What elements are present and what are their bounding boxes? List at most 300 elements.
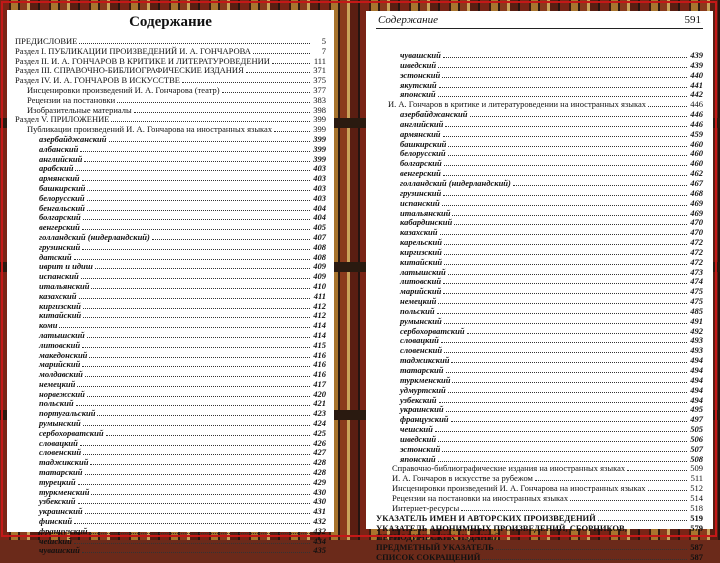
toc-entry-label: узбекский xyxy=(400,394,437,405)
toc-entry-label: чувашский xyxy=(400,50,441,60)
dot-leader xyxy=(91,488,310,495)
toc-entry-page: 474 xyxy=(690,276,703,287)
toc-entry-page: 475 xyxy=(690,286,703,297)
dot-leader xyxy=(78,497,310,504)
toc-entry-page: 473 xyxy=(690,266,703,277)
toc-entry-page: 410 xyxy=(313,280,326,291)
dot-leader xyxy=(437,307,687,314)
toc-entry-page: 409 xyxy=(313,261,326,272)
toc-entry-label: чешский xyxy=(400,424,433,435)
toc-entry-page: 399 xyxy=(313,133,326,144)
toc-entry-page: 5 xyxy=(321,36,326,46)
dot-leader xyxy=(85,507,310,514)
dot-leader xyxy=(446,366,687,373)
toc-entry-page: 414 xyxy=(313,329,326,340)
dot-leader xyxy=(444,317,687,324)
toc-entry-label: СПИСОК СОКРАЩЕНИЙ xyxy=(376,552,481,563)
toc-entry-page: 111 xyxy=(313,55,326,66)
toc-entry-label: английский xyxy=(39,153,83,164)
toc-entry-label: И. А. Гончаров в искусстве за рубежом xyxy=(392,473,533,484)
dot-leader xyxy=(535,474,687,481)
toc-entry-page: 494 xyxy=(690,355,703,366)
dot-leader xyxy=(83,213,310,220)
dot-leader xyxy=(467,327,687,334)
toc-entry-page: 435 xyxy=(313,545,326,556)
dot-leader xyxy=(106,429,310,436)
toc-entry-label: туркменский xyxy=(39,486,90,497)
dot-leader xyxy=(83,419,310,426)
toc-entry-page: 416 xyxy=(313,359,326,370)
toc-entry-label: французский xyxy=(400,414,449,425)
toc-entry-page: 399 xyxy=(313,114,326,125)
toc-entry-label: словацкий xyxy=(400,335,439,346)
toc-entry-label: Раздел II. И. А. ГОНЧАРОВ В КРИТИКЕ И ЛИТЕРАТУРОВЕДЕНИИ xyxy=(15,55,270,66)
dot-leader xyxy=(438,435,687,442)
toc-entry-page: 430 xyxy=(313,486,326,497)
toc-entry-label: азербайджанский xyxy=(39,133,107,144)
toc-entry-label: немецкий xyxy=(400,296,437,307)
toc-entry-label: болгарский xyxy=(400,158,442,169)
dot-leader xyxy=(648,484,687,491)
toc-entry-label: туркменский xyxy=(400,374,451,385)
toc-entry-label: киргизский xyxy=(400,246,442,257)
toc-entry-page: 439 xyxy=(690,50,703,60)
dot-leader xyxy=(513,179,687,186)
toc-entry-page: 412 xyxy=(313,300,326,311)
toc-entry-page: 497 xyxy=(690,414,703,425)
toc-entry-page: 7 xyxy=(321,45,326,56)
toc-entry xyxy=(376,553,703,563)
toc-entry-page: 420 xyxy=(313,388,326,399)
toc-entry-page: 399 xyxy=(313,153,326,164)
dot-leader xyxy=(83,302,310,309)
toc-entry-page: 507 xyxy=(690,443,703,454)
toc-entry-label: киргизский xyxy=(39,300,81,311)
toc-entry-label: украинский xyxy=(39,506,83,517)
toc-entry-label: румынский xyxy=(400,315,442,326)
dot-leader xyxy=(87,204,310,211)
toc-entry-label: турецкий xyxy=(39,476,76,487)
toc-entry-label: УКАЗАТЕЛЬ АНОНИМНЫХ ПРОИЗВЕДЕНИЙ, СБОРНИКОВ, ПЕРИОДИЧЕСКИХ ИЗДАНИЙ xyxy=(376,522,627,543)
dot-leader xyxy=(438,297,687,304)
toc-entry-page: 424 xyxy=(313,418,326,429)
dot-leader xyxy=(445,120,687,127)
toc-entry-page: 425 xyxy=(313,427,326,438)
dot-leader xyxy=(74,517,310,524)
toc-entry-label: эстонский xyxy=(400,69,441,80)
toc-entry-page: 398 xyxy=(313,104,326,115)
dot-leader xyxy=(441,336,687,343)
toc-entry-page: 505 xyxy=(690,424,703,435)
toc-entry-label: финский xyxy=(39,516,73,527)
toc-entry-page: 405 xyxy=(313,222,326,233)
dot-leader xyxy=(78,478,310,485)
dot-leader xyxy=(182,76,310,83)
toc-entry-label: арабский xyxy=(39,163,74,174)
toc-entry-label: Раздел V. ПРИЛОЖЕНИЕ xyxy=(15,114,110,125)
toc-entry-label: Раздел III. СПРАВОЧНО-БИБЛИОГРАФИЧЕСКИЕ ИЗДАНИЯ xyxy=(15,65,244,76)
toc-entry-page: 428 xyxy=(313,467,326,478)
dot-leader xyxy=(444,238,687,245)
toc-entry-page: 446 xyxy=(690,109,703,120)
dot-leader xyxy=(95,262,310,269)
toc-entry-label: иврит и идиш xyxy=(39,261,93,272)
toc-entry-page: 399 xyxy=(313,143,326,154)
toc-entry-label: латышский xyxy=(400,266,446,277)
dot-leader xyxy=(448,140,687,147)
toc-entry-page: 460 xyxy=(690,138,703,149)
dot-leader xyxy=(451,356,687,363)
toc-entry-label: литовский xyxy=(39,339,81,350)
dot-leader xyxy=(246,66,310,73)
dot-leader xyxy=(452,376,687,383)
page-number: 591 xyxy=(684,14,701,26)
toc-entry-page: 430 xyxy=(313,496,326,507)
toc-entry-label: венгерский xyxy=(39,222,80,233)
toc-entry-page: 472 xyxy=(690,237,703,248)
toc-entry-page: 475 xyxy=(690,296,703,307)
toc-entry-label: словенский xyxy=(400,345,443,356)
toc-entry-label: Справочно-библиографические издания на иностранных языках xyxy=(392,463,626,474)
dot-leader xyxy=(442,199,687,206)
toc-entry-page: 416 xyxy=(313,349,326,360)
toc-entry-page: 423 xyxy=(313,408,326,419)
toc-entry-label: эстонский xyxy=(400,443,441,454)
toc-entry-page: 491 xyxy=(690,315,703,326)
toc-entry-page: 493 xyxy=(690,345,703,356)
toc-entry-page: 407 xyxy=(313,231,326,242)
toc-entry-label: датский xyxy=(39,251,72,262)
dot-leader xyxy=(85,370,310,377)
running-header xyxy=(376,14,703,29)
right-page xyxy=(366,11,713,563)
toc-entry-page: 441 xyxy=(690,79,703,90)
toc-entry-page: 399 xyxy=(313,124,326,135)
dot-leader xyxy=(440,228,688,235)
toc-entry-page: 431 xyxy=(313,506,326,517)
toc-entry-label: польский xyxy=(39,398,74,409)
toc-entry-page: 459 xyxy=(690,128,703,139)
toc-entry-page: 495 xyxy=(690,404,703,415)
dot-leader xyxy=(496,543,687,550)
dot-leader xyxy=(444,159,687,166)
dot-leader xyxy=(85,468,310,475)
toc-entry-label: японский xyxy=(400,89,436,100)
dot-leader xyxy=(444,248,687,255)
toc-entry-label: итальянский xyxy=(400,207,451,218)
left-page xyxy=(7,10,334,556)
toc-entry-label: армянский xyxy=(39,173,80,184)
toc-entry-label: шведский xyxy=(400,433,437,444)
dot-leader xyxy=(76,399,310,406)
toc-entry-page: 412 xyxy=(313,310,326,321)
dot-leader xyxy=(59,321,310,328)
toc-entry-page: 519 xyxy=(690,512,703,523)
toc-entry-page: 446 xyxy=(690,118,703,129)
dot-leader xyxy=(446,405,687,412)
dot-leader xyxy=(470,110,687,117)
toc-entry-label: УКАЗАТЕЛЬ ИМЕН И АВТОРСКИХ ПРОИЗВЕДЕНИЙ xyxy=(376,512,596,523)
toc-entry-label: узбекский xyxy=(39,496,76,507)
dot-leader xyxy=(81,272,310,279)
dot-leader xyxy=(438,90,687,97)
toc-list xyxy=(376,51,703,563)
dot-leader xyxy=(451,415,687,422)
dot-leader xyxy=(83,448,310,455)
toc-entry xyxy=(15,546,326,556)
toc-entry-page: 434 xyxy=(313,535,326,546)
toc-entry-page: 403 xyxy=(313,192,326,203)
toc-entry-page: 467 xyxy=(690,177,703,188)
toc-entry-page: 492 xyxy=(690,325,703,336)
dot-leader xyxy=(438,455,687,462)
toc-entry-page: 427 xyxy=(313,447,326,458)
toc-entry-label: марийский xyxy=(400,286,442,297)
toc-entry-page: 472 xyxy=(690,256,703,267)
dot-leader xyxy=(443,51,687,58)
dot-leader xyxy=(274,125,310,132)
toc-entry-label: таджикский xyxy=(400,355,450,366)
toc-entry-label: итальянский xyxy=(39,280,90,291)
dot-leader xyxy=(77,380,310,387)
toc-entry-label: Инсценировки произведений И. А. Гончарова (театр) xyxy=(27,84,220,95)
dot-leader xyxy=(439,81,687,88)
toc-entry-page: 472 xyxy=(690,246,703,257)
toc-entry-label: карельский xyxy=(400,237,442,248)
toc-entry-page: 494 xyxy=(690,374,703,385)
toc-entry-label: Раздел IV. И. А. ГОНЧАРОВ В ИСКУССТВЕ xyxy=(15,75,180,86)
toc-entry-page: 579 xyxy=(690,522,703,533)
toc-entry-label: сербохорватский xyxy=(400,325,465,336)
dot-leader xyxy=(482,553,687,560)
dot-leader xyxy=(87,390,310,397)
toc-entry-page: 432 xyxy=(313,516,326,527)
dot-leader xyxy=(443,130,687,137)
toc-entry-label: татарский xyxy=(39,467,83,478)
toc-entry-label: португальский xyxy=(39,408,96,419)
toc-entry-page: 468 xyxy=(690,187,703,198)
dot-leader xyxy=(80,145,310,152)
dot-leader xyxy=(443,189,687,196)
dot-leader xyxy=(83,311,310,318)
toc-entry-page: 421 xyxy=(313,398,326,409)
toc-entry-label: испанский xyxy=(39,271,79,282)
dot-leader xyxy=(90,458,310,465)
dot-leader xyxy=(253,47,310,54)
toc-entry-label: французский xyxy=(39,525,88,536)
dot-leader xyxy=(448,386,687,393)
dot-leader xyxy=(439,396,687,403)
toc-entry-page: 469 xyxy=(690,197,703,208)
dot-leader xyxy=(87,331,310,338)
dot-leader xyxy=(87,194,310,201)
dot-leader xyxy=(443,277,687,284)
toc-entry-page: 470 xyxy=(690,217,703,228)
dot-leader xyxy=(74,537,310,544)
toc-entry-label: словацкий xyxy=(39,437,78,448)
toc-entry-label: белорусский xyxy=(39,192,85,203)
dot-leader xyxy=(117,96,310,103)
toc-entry-page: 411 xyxy=(313,290,326,301)
dot-leader xyxy=(452,209,687,216)
toc-entry-label: испанский xyxy=(400,197,440,208)
dot-leader xyxy=(82,360,310,367)
toc-entry-page: 470 xyxy=(690,227,703,238)
toc-entry-page: 403 xyxy=(313,173,326,184)
dot-leader xyxy=(272,57,310,64)
toc-entry-label: грузинский xyxy=(39,241,81,252)
toc-entry-label: Публикации произведений И. А. Гончарова на иностранных языках xyxy=(27,124,273,135)
dot-leader xyxy=(152,233,310,240)
toc-entry-page: 403 xyxy=(313,182,326,193)
toc-entry-page: 512 xyxy=(690,483,703,494)
toc-entry-label: японский xyxy=(400,453,436,464)
dot-leader xyxy=(448,149,687,156)
toc-entry-label: ПРЕДИСЛОВИЕ xyxy=(15,36,78,46)
dot-leader xyxy=(75,164,310,171)
toc-entry-page: 403 xyxy=(313,163,326,174)
toc-entry-label: албанский xyxy=(39,143,79,154)
toc-entry-label: азербайджанский xyxy=(400,109,468,120)
toc-entry-page: 469 xyxy=(690,207,703,218)
toc-entry-page: 485 xyxy=(690,305,703,316)
toc-entry-page: 494 xyxy=(690,394,703,405)
running-header-title: Содержание xyxy=(378,14,439,26)
toc-entry-label: бенгальский xyxy=(39,202,85,213)
toc-entry-label: татарский xyxy=(400,365,444,375)
toc-entry-label: латышский xyxy=(39,329,85,340)
toc-entry-label: башкирский xyxy=(39,182,86,193)
toc-entry-page: 460 xyxy=(690,148,703,159)
toc-entry-page: 414 xyxy=(313,320,326,331)
toc-entry-label: немецкий xyxy=(39,378,76,389)
toc-entry-page: 432 xyxy=(313,525,326,536)
toc-entry-label: македонский xyxy=(39,349,88,360)
dot-leader xyxy=(648,100,687,107)
toc-entry-label: румынский xyxy=(39,418,81,429)
toc-entry-page: 428 xyxy=(313,457,326,468)
dot-leader xyxy=(82,341,310,348)
dot-leader xyxy=(444,346,687,353)
toc-entry-label: Рецензии на постановки xyxy=(27,94,116,105)
toc-entry-page: 409 xyxy=(313,271,326,282)
toc-entry-label: норвежский xyxy=(39,388,85,399)
toc-entry-page: 518 xyxy=(690,502,703,513)
dot-leader xyxy=(442,445,687,452)
toc-entry-page: 429 xyxy=(313,476,326,487)
dot-leader xyxy=(442,71,687,78)
toc-entry-label: Рецензии на постановки на иностранных языках xyxy=(392,492,569,503)
toc-entry-page: 416 xyxy=(313,369,326,380)
toc-entry-label: удмуртский xyxy=(400,384,446,395)
toc-entry-page: 460 xyxy=(690,158,703,169)
toc-entry-page: 587 xyxy=(690,542,703,553)
toc-entry-page: 426 xyxy=(313,437,326,448)
toc-entry-label: кабардинский xyxy=(400,217,453,228)
dot-leader xyxy=(87,184,310,191)
toc-entry-page: 494 xyxy=(690,365,703,375)
toc-entry-label: сербохорватский xyxy=(39,427,104,438)
dot-leader xyxy=(82,174,310,181)
dot-leader xyxy=(598,514,687,521)
dot-leader xyxy=(90,527,310,534)
toc-entry-page: 514 xyxy=(690,492,703,503)
toc-entry-label: шведский xyxy=(400,59,437,70)
dot-leader xyxy=(79,37,310,44)
dot-leader xyxy=(82,223,310,230)
toc-entry-page: 442 xyxy=(690,89,703,100)
toc-entry-label: коми xyxy=(39,320,58,331)
toc-entry-label: молдавский xyxy=(39,369,83,380)
toc-entry-page: 375 xyxy=(313,75,326,86)
toc-entry-page: 371 xyxy=(313,65,326,76)
dot-leader xyxy=(454,218,687,225)
dot-leader xyxy=(97,409,310,416)
toc-entry-label: польский xyxy=(400,305,435,316)
dot-leader xyxy=(134,106,310,113)
toc-entry-page: 493 xyxy=(690,335,703,346)
toc-entry-page: 511 xyxy=(690,473,703,484)
toc-entry-label: ПРЕДМЕТНЫЙ УКАЗАТЕЛЬ xyxy=(376,542,494,553)
toc-entry-page: 377 xyxy=(313,84,326,95)
toc-list xyxy=(15,37,326,556)
toc-entry-page: 417 xyxy=(313,378,326,389)
dot-leader xyxy=(448,268,687,275)
dot-leader xyxy=(79,292,311,299)
dot-leader xyxy=(80,439,310,446)
toc-entry xyxy=(376,524,703,544)
toc-entry-label: башкирский xyxy=(400,138,447,149)
toc-entry-label: Интернет-ресурсы xyxy=(392,502,460,513)
toc-entry-label: Инсценировки произведений И. А. Гончарова на иностранных языках xyxy=(392,483,646,494)
toc-entry-label: литовский xyxy=(400,276,442,287)
toc-entry-label: марийский xyxy=(39,359,81,370)
toc-entry-label: чешский xyxy=(39,535,72,546)
toc-entry-label: казахский xyxy=(400,227,438,238)
toc-entry-page: 508 xyxy=(690,453,703,464)
dot-leader xyxy=(84,155,310,162)
toc-entry-label: голландский (нидерландский) xyxy=(400,177,511,188)
dot-leader xyxy=(438,61,687,68)
toc-entry-page: 587 xyxy=(690,552,703,563)
dot-leader xyxy=(89,351,310,358)
toc-entry-page: 446 xyxy=(690,99,703,110)
toc-entry-label: грузинский xyxy=(400,187,442,198)
toc-entry-label: венгерский xyxy=(400,168,441,179)
toc-entry-label: таджикский xyxy=(39,457,89,468)
dot-leader xyxy=(461,504,687,511)
toc-entry-page: 506 xyxy=(690,433,703,444)
toc-entry-label: Изобразительные материалы xyxy=(27,104,132,115)
toc-entry-page: 415 xyxy=(313,339,326,350)
toc-entry xyxy=(15,311,326,321)
toc-entry-label: английский xyxy=(400,118,444,129)
toc-entry-page: 440 xyxy=(690,69,703,80)
toc-entry-label: казахский xyxy=(39,290,77,301)
dot-leader xyxy=(109,135,310,142)
dot-leader xyxy=(627,464,687,471)
dot-leader xyxy=(570,494,687,501)
toc-entry-page: 439 xyxy=(690,59,703,70)
toc-entry-label: чувашский xyxy=(39,545,80,556)
dot-leader xyxy=(444,258,687,265)
toc-entry-page: 404 xyxy=(313,212,326,223)
toc-entry-label: китайский xyxy=(39,310,82,321)
toc-entry-page: 383 xyxy=(313,94,326,105)
toc-entry-label: китайский xyxy=(400,256,443,267)
dot-leader xyxy=(435,425,687,432)
dot-leader xyxy=(443,287,687,294)
